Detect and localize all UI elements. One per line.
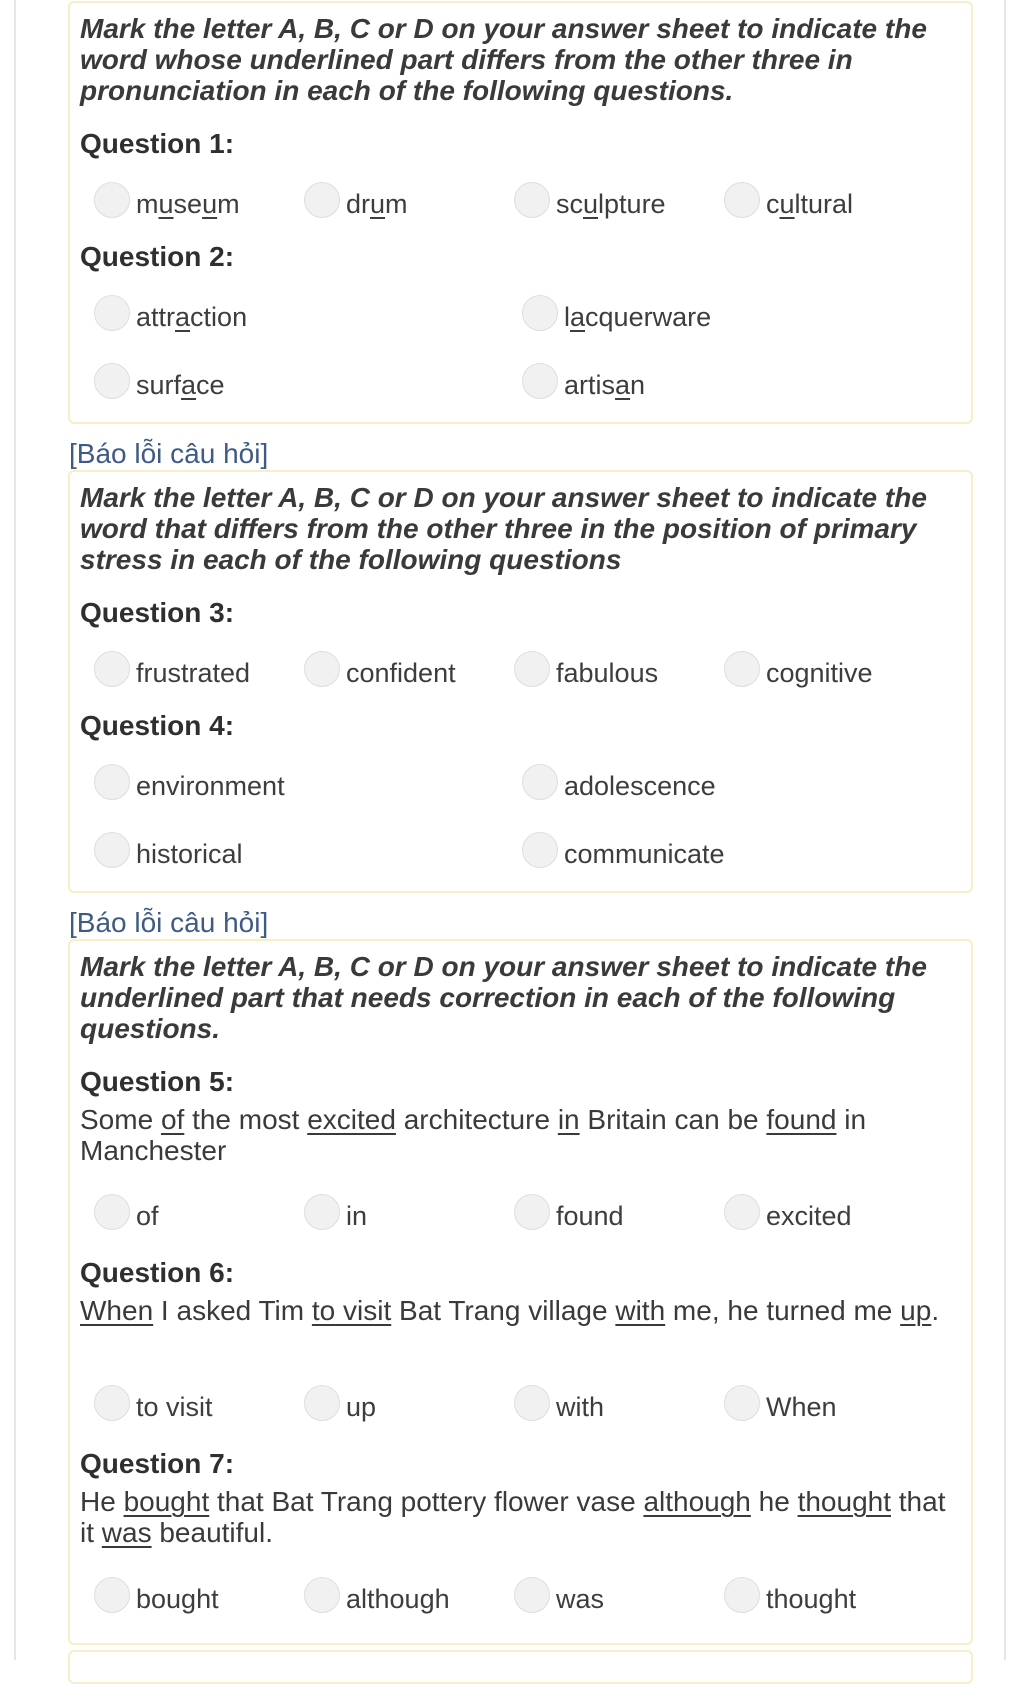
radio-button[interactable] bbox=[724, 1194, 760, 1230]
question-group-stress bbox=[68, 470, 973, 893]
report-error-link[interactable]: [Báo lỗi câu hỏi] bbox=[69, 438, 269, 469]
radio-button[interactable] bbox=[724, 1385, 760, 1421]
option-label: confident bbox=[346, 658, 456, 688]
option-label: thought bbox=[766, 1584, 857, 1614]
option-label: of bbox=[136, 1201, 159, 1231]
radio-button[interactable] bbox=[522, 832, 558, 868]
question-sentence: Some of the most excited architecture in Britain can be found in Manchester bbox=[80, 1104, 867, 1166]
option-label: museum bbox=[136, 189, 240, 219]
option-label: up bbox=[346, 1392, 377, 1422]
radio-button[interactable] bbox=[514, 182, 550, 218]
option-label: environment bbox=[136, 771, 285, 801]
option-label: cognitive bbox=[766, 658, 873, 688]
instruction-text: Mark the letter A, B, C or D on your answer sheet to indicate the word that differs from the other three in the position of primary stress in each of the following questions bbox=[80, 482, 927, 575]
question-group-pronunciation bbox=[68, 1, 973, 424]
question-sentence: When I asked Tim to visit Bat Trang village with me, he turned me up. bbox=[80, 1295, 940, 1326]
option-label: although bbox=[346, 1584, 450, 1614]
option-label: sculpture bbox=[556, 189, 666, 219]
option-label: with bbox=[556, 1392, 605, 1422]
question-title: Question 1: bbox=[80, 128, 235, 159]
radio-button[interactable] bbox=[304, 1577, 340, 1613]
page-rule-right bbox=[1004, 0, 1006, 1660]
question-title: Question 3: bbox=[80, 597, 235, 628]
radio-button[interactable] bbox=[94, 1385, 130, 1421]
radio-button[interactable] bbox=[514, 1385, 550, 1421]
page-rule-left bbox=[14, 0, 16, 1660]
instruction-text: Mark the letter A, B, C or D on your answer sheet to indicate the word whose underlined part differs from the other three in pronunciation in each of the following questions. bbox=[80, 13, 927, 106]
next-question-group bbox=[68, 1650, 973, 1684]
radio-button[interactable] bbox=[522, 363, 558, 399]
option-label: lacquerware bbox=[564, 302, 712, 332]
option-label: historical bbox=[136, 839, 243, 869]
option-label: adolescence bbox=[564, 771, 716, 801]
radio-button[interactable] bbox=[94, 1577, 130, 1613]
question-group-error-correction bbox=[68, 939, 973, 1645]
option-label: When bbox=[766, 1392, 837, 1422]
radio-button[interactable] bbox=[304, 651, 340, 687]
question-sentence: He bought that Bat Trang pottery flower vase although he thought that it was beautiful. bbox=[80, 1486, 946, 1548]
radio-button[interactable] bbox=[522, 764, 558, 800]
option-label: surface bbox=[136, 370, 225, 400]
radio-button[interactable] bbox=[724, 182, 760, 218]
option-label: attraction bbox=[136, 302, 248, 332]
option-label: excited bbox=[766, 1201, 852, 1231]
question-title: Question 2: bbox=[80, 241, 235, 272]
radio-button[interactable] bbox=[514, 1194, 550, 1230]
option-label: bought bbox=[136, 1584, 219, 1614]
radio-button[interactable] bbox=[522, 295, 558, 331]
radio-button[interactable] bbox=[514, 651, 550, 687]
instruction-text: Mark the letter A, B, C or D on your answer sheet to indicate the underlined part that needs correction in each of the following questions. bbox=[80, 951, 927, 1044]
radio-button[interactable] bbox=[94, 363, 130, 399]
radio-button[interactable] bbox=[94, 295, 130, 331]
question-title: Question 7: bbox=[80, 1448, 235, 1479]
option-label: was bbox=[556, 1584, 605, 1614]
option-label: in bbox=[346, 1201, 368, 1231]
radio-button[interactable] bbox=[94, 651, 130, 687]
radio-button[interactable] bbox=[94, 182, 130, 218]
radio-button[interactable] bbox=[94, 832, 130, 868]
radio-button[interactable] bbox=[514, 1577, 550, 1613]
radio-button[interactable] bbox=[304, 1194, 340, 1230]
radio-button[interactable] bbox=[304, 1385, 340, 1421]
option-label: frustrated bbox=[136, 658, 251, 688]
option-label: artisan bbox=[564, 370, 646, 400]
question-title: Question 4: bbox=[80, 710, 235, 741]
option-label: fabulous bbox=[556, 658, 659, 688]
radio-button[interactable] bbox=[724, 1577, 760, 1613]
radio-button[interactable] bbox=[94, 764, 130, 800]
option-label: drum bbox=[346, 189, 408, 219]
option-label: communicate bbox=[564, 839, 725, 869]
option-label: found bbox=[556, 1201, 624, 1231]
radio-button[interactable] bbox=[304, 182, 340, 218]
option-label: to visit bbox=[136, 1392, 213, 1422]
report-error-link[interactable]: [Báo lỗi câu hỏi] bbox=[69, 907, 269, 938]
option-label: cultural bbox=[766, 189, 854, 219]
question-title: Question 6: bbox=[80, 1257, 235, 1288]
radio-button[interactable] bbox=[94, 1194, 130, 1230]
question-title: Question 5: bbox=[80, 1066, 235, 1097]
radio-button[interactable] bbox=[724, 651, 760, 687]
